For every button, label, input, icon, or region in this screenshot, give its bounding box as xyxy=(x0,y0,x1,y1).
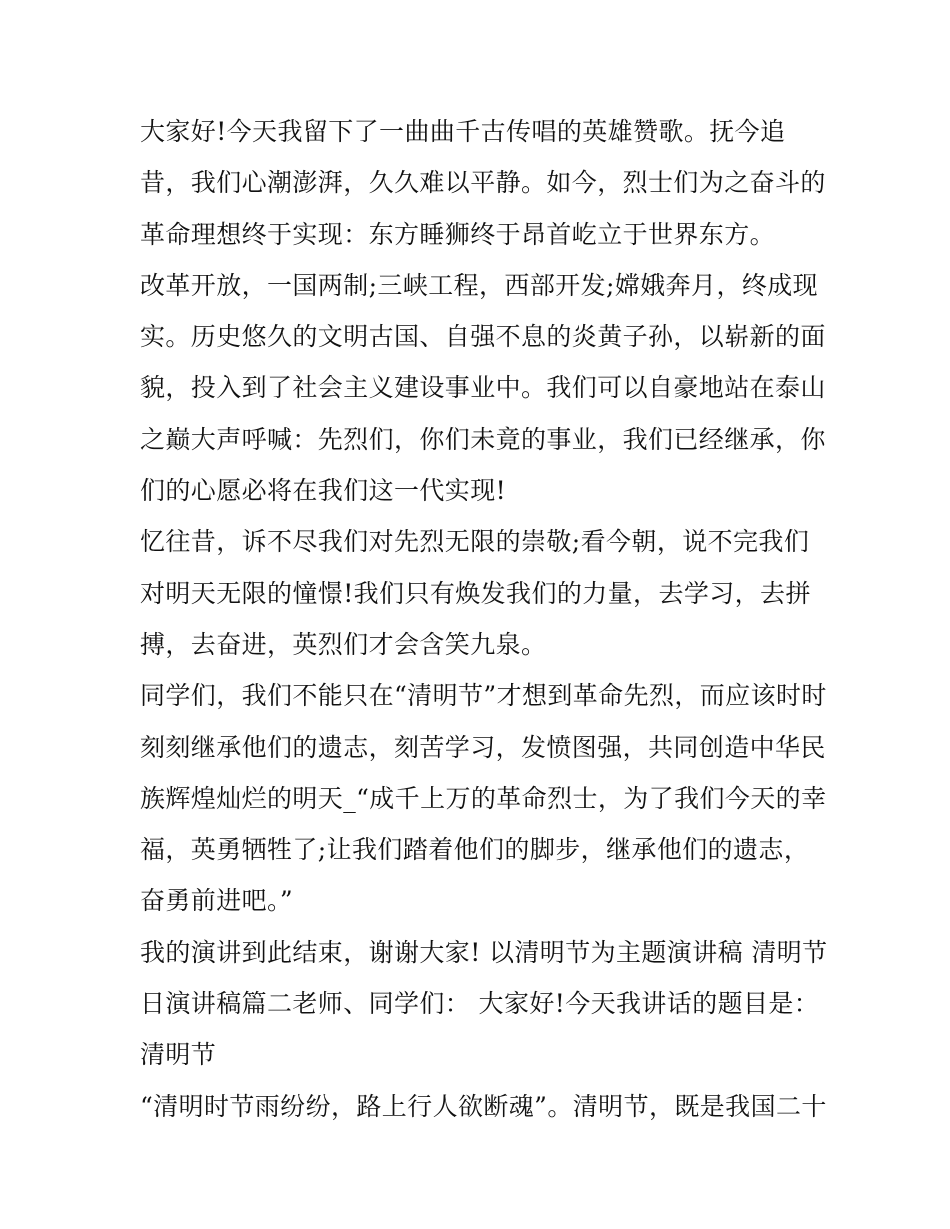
text-line: 福，英勇牺牲了;让我们踏着他们的脚步，继承他们的遗志， xyxy=(140,835,810,865)
text-line: 改革开放，一国两制;三峡工程，西部开发;嫦娥奔月，终成现 xyxy=(140,270,819,300)
text-line: 族辉煌灿烂的明天_“成千上万的革命烈士，为了我们今天的幸 xyxy=(140,783,827,813)
document-body xyxy=(140,106,830,1132)
text-line: 貌，投入到了社会主义建设事业中。我们可以自豪地站在泰山 xyxy=(140,373,826,403)
text-line: 对明天无限的憧憬!我们只有焕发我们的力量，去学习，去拼 xyxy=(140,578,811,608)
text-line: 搏，去奋进，英烈们才会含笑九泉。 xyxy=(140,629,547,659)
text-line: 之巅大声呼喊：先烈们，你们未竟的事业，我们已经继承，你 xyxy=(140,424,826,454)
text-line: 革命理想终于实现：东方睡狮终于昂首屹立于世界东方。 xyxy=(140,219,776,249)
text-line: 奋勇前进吧。” xyxy=(140,886,294,916)
text-line: 们的心愿必将在我们这一代实现! xyxy=(140,476,507,506)
text-line: 日演讲稿篇二老师、同学们： 大家好!今天我讲话的题目是： xyxy=(140,989,820,1019)
text-line: 刻刻继承他们的遗志，刻苦学习，发愤图强，共同创造中华民 xyxy=(140,732,826,762)
text-line: 大家好!今天我留下了一曲曲千古传唱的英雄赞歌。抚今追 xyxy=(140,117,786,146)
text-line: 忆往昔，诉不尽我们对先烈无限的崇敬;看今朝，说不完我们 xyxy=(140,527,810,557)
text-line: 清明节 xyxy=(140,1040,217,1070)
text-line: 昔，我们心潮澎湃，久久难以平静。如今，烈士们为之奋斗的 xyxy=(140,168,826,198)
text-line: 同学们，我们不能只在“清明节”才想到革命先烈，而应该时时 xyxy=(140,681,827,711)
text-line: “清明时节雨纷纷，路上行人欲断魂”。清明节，既是我国二十 xyxy=(140,1091,827,1121)
text-line: 我的演讲到此结束，谢谢大家! 以清明节为主题演讲稿 清明节 xyxy=(140,937,828,967)
text-line: 实。历史悠久的文明古国、自强不息的炎黄子孙，以崭新的面 xyxy=(140,322,826,352)
